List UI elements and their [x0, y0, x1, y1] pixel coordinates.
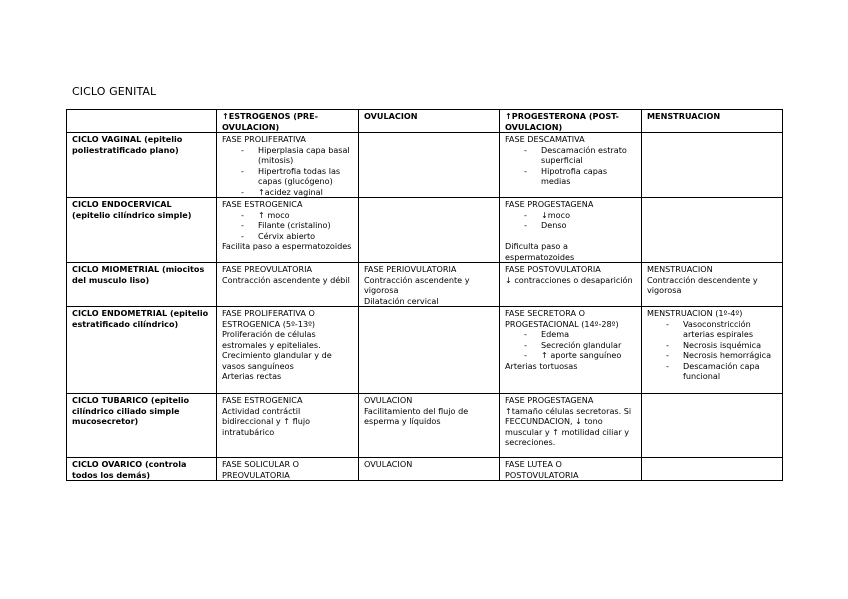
bullet-list: [505, 145, 636, 187]
bullet-list: [222, 145, 353, 198]
table-cell: [359, 133, 500, 198]
table-cell: [642, 198, 783, 263]
cell-text: Arterias tortuosas: [505, 360, 578, 371]
list-item: - Descamación capa funcional: [683, 361, 777, 382]
header-cell-menstruacion: MENSTRUACION: [642, 110, 783, 133]
header-cell-empty: [67, 110, 217, 133]
cell-text: Dilatación cervical: [364, 295, 439, 306]
table-cell: [500, 133, 642, 198]
table-cell: [217, 394, 359, 458]
cell-text: FASE ESTROGENICA: [222, 395, 303, 405]
list-item: - Cérvix abierto: [258, 231, 353, 242]
cell-text: Contracción ascendente y débil: [222, 274, 350, 285]
row-header-cell: CICLO OVARICO (controla todos los demás): [67, 458, 217, 481]
cell-text: ↑tamaño células secretoras. Si FECCUNDACION, ↓ tono muscular y ↑ motilidad ciliar y secreciones.: [505, 405, 632, 447]
bullet-list: [222, 210, 353, 242]
cell-text: Facilitamiento del flujo de esperma y líquidos: [364, 405, 469, 426]
cell-text: FASE PROGESTAGENA: [505, 395, 594, 405]
table-cell: [359, 458, 500, 481]
cell-text: FASE ESTROGENICA: [222, 199, 303, 209]
table-cell: [217, 198, 359, 263]
cell-text: FASE DESCAMATIVA: [505, 134, 585, 144]
cell-text: FASE POSTOVULATORIA: [505, 264, 601, 274]
table-cell: [500, 198, 642, 263]
table-body: [67, 133, 783, 481]
cell-text: Crecimiento glandular y de vasos sanguíneos: [222, 350, 332, 371]
list-item: - Secreción glandular: [541, 340, 636, 351]
cell-text: FASE PROGESTAGENA: [505, 199, 594, 209]
cell-text: FASE PROLIFERATIVA: [222, 134, 306, 144]
table-row: [67, 307, 783, 394]
list-item: - Necrosis isquémica: [683, 340, 777, 351]
table-row: [67, 133, 783, 198]
cell-text: MENSTRUACION: [647, 264, 713, 274]
table-cell: [500, 458, 642, 481]
list-item: - ↑acidez vaginal: [258, 187, 353, 198]
table-cell: [359, 198, 500, 263]
header-cell-estrogenos: ↑ESTROGENOS (PRE-OVULACION): [217, 110, 359, 133]
table-cell: [217, 458, 359, 481]
table-cell: [359, 394, 500, 458]
table-cell: [642, 394, 783, 458]
list-item: - ↓moco: [541, 210, 636, 221]
table-cell: [642, 458, 783, 481]
cell-text: FASE SOLICULAR O PREOVULATORIA: [222, 459, 300, 480]
row-header-cell: CICLO ENDOCERVICAL (epitelio cilíndrico simple): [67, 198, 217, 263]
list-item: - Filante (cristalino): [258, 220, 353, 231]
header-cell-ovulacion: OVULACION: [359, 110, 500, 133]
list-item: - ↑ aporte sanguíneo: [541, 350, 636, 361]
list-item: - Hipertrofia todas las capas (glucógeno): [258, 166, 353, 187]
cell-text: Contracción descendente y vigorosa: [647, 274, 758, 295]
bullet-list: [505, 210, 636, 231]
header-cell-progesterona: ↑PROGESTERONA (POST-OVULACION): [500, 110, 642, 133]
table-cell: [217, 133, 359, 198]
list-item: - Vasoconstricción arterias espirales: [683, 319, 777, 340]
list-item: - Denso: [541, 220, 636, 231]
table-row: [67, 198, 783, 263]
cell-text: OVULACION: [364, 459, 413, 469]
row-header-cell: CICLO VAGINAL (epitelio poliestratificado plano): [67, 133, 217, 198]
list-item: - ↑ moco: [258, 210, 353, 221]
table-row: [67, 263, 783, 307]
bullet-list: [505, 329, 636, 361]
cell-text: MENSTRUACION (1º-4º): [647, 308, 743, 318]
cell-text: Facilita paso a espermatozoides: [222, 241, 352, 251]
list-item: - Necrosis hemorrágica: [683, 350, 777, 361]
cell-text: Dificulta paso a espermatozoides: [505, 241, 575, 262]
genital-cycle-table: [66, 109, 783, 481]
bullet-list: [647, 319, 777, 382]
row-header-cell: CICLO MIOMETRIAL (miocitos del musculo liso): [67, 263, 217, 307]
cell-text: FASE PROLIFERATIVA O ESTROGENICA (5º-13º): [222, 308, 316, 329]
cell-text: FASE PERIOVULATORIA: [364, 264, 457, 274]
table-cell: [642, 307, 783, 394]
cell-text: FASE LUTEA O POSTOVULATORIA: [505, 459, 579, 480]
cell-text: Proliferación de células estromales y epiteliales.: [222, 329, 321, 350]
table-cell: [217, 263, 359, 307]
table-row: [67, 458, 783, 481]
cell-text: Arterias rectas: [222, 371, 282, 381]
table-cell: [500, 394, 642, 458]
table-cell: [642, 263, 783, 307]
table-cell: [359, 263, 500, 307]
row-header-cell: CICLO ENDOMETRIAL (epitelio estratificado cilíndrico): [67, 307, 217, 394]
cell-text: [505, 231, 636, 242]
cell-text: FASE SECRETORA O PROGESTACIONAL (14º-28º): [505, 308, 619, 329]
table-cell: [500, 307, 642, 394]
table-cell: [359, 307, 500, 394]
table-row: [67, 394, 783, 458]
row-header-cell: CICLO TUBARICO (epitelio cilíndrico ciliado simple mucosecretor): [67, 394, 217, 458]
cell-text: ↓ contracciones o desaparición: [505, 274, 633, 285]
table-cell: [217, 307, 359, 394]
list-item: - Descamación estrato superficial: [541, 145, 636, 166]
list-item: - Edema: [541, 329, 636, 340]
table-cell: [642, 133, 783, 198]
list-item: - Hiperplasia capa basal (mitosis): [258, 145, 353, 166]
cell-text: Actividad contráctil bidireccional y ↑ flujo intratubárico: [222, 405, 311, 437]
table-cell: [500, 263, 642, 307]
cell-text: FASE PREOVULATORIA: [222, 264, 313, 274]
document-title: CICLO GENITAL: [72, 85, 157, 98]
list-item: - Hipotrofia capas medias: [541, 166, 636, 187]
table-header-row: [67, 110, 783, 133]
cell-text: OVULACION: [364, 395, 413, 405]
cell-text: Contracción ascendente y vigorosa: [364, 274, 470, 295]
